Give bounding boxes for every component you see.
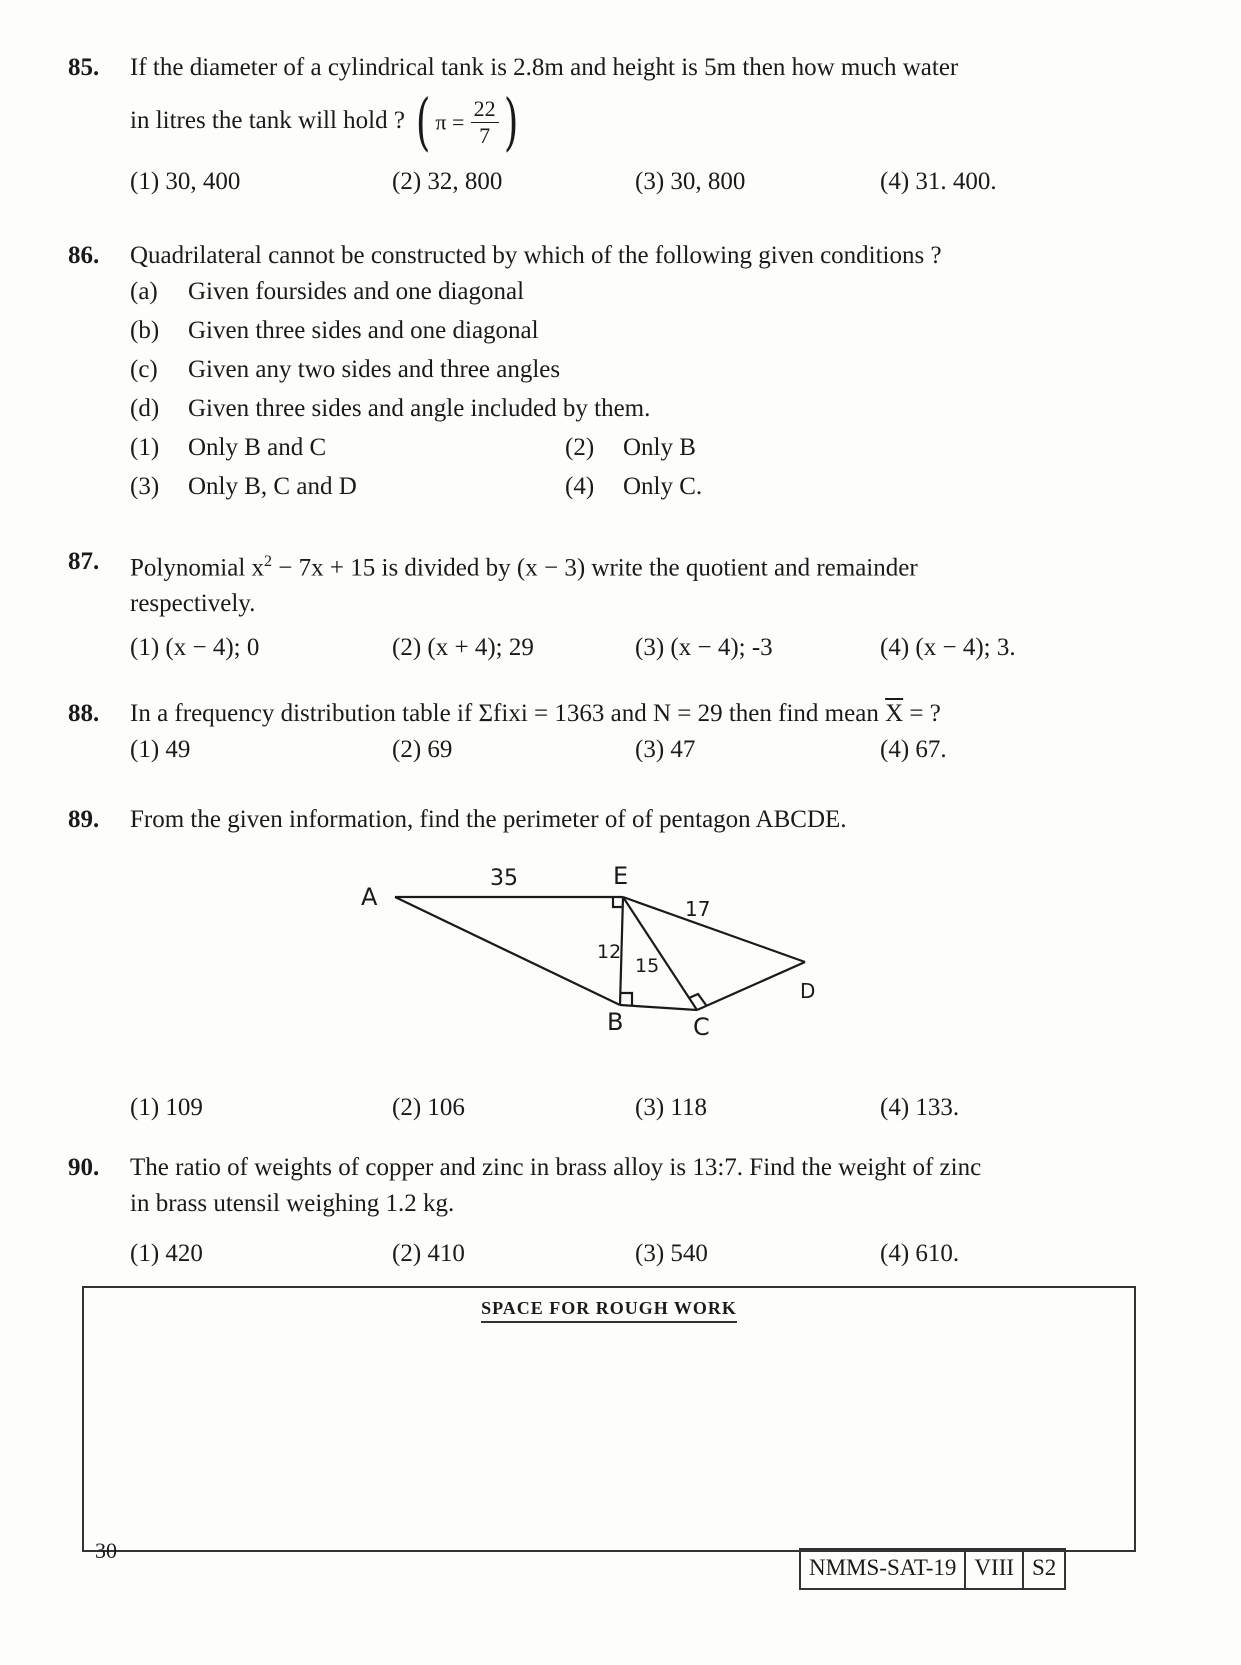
option-3: (3) 540: [635, 1240, 708, 1267]
paper-code-exam: NMMS-SAT-19: [801, 1550, 966, 1588]
paper-code-set: S2: [1032, 1555, 1057, 1580]
vertex-label-d: D: [800, 979, 816, 1003]
option-4: (4) 67.: [880, 736, 947, 763]
option-1: (1) (x − 4); 0: [130, 634, 260, 662]
option-3: (3) 118: [635, 1094, 707, 1121]
option-4: (4) 133.: [880, 1094, 960, 1121]
rough-work-title-text: SPACE FOR ROUGH WORK: [481, 1298, 737, 1323]
condition-c: [130, 352, 1138, 391]
question-text: Quadrilateral cannot be constructed by which of the following given conditions ?: [130, 242, 942, 269]
condition-a: [130, 274, 1138, 313]
options-row-2: [130, 469, 1138, 508]
question-86: [68, 238, 1138, 508]
paper-code: [799, 1548, 1066, 1590]
question-text-part: in litres the tank will hold ?: [130, 107, 405, 134]
paren-right: ): [503, 85, 519, 159]
conditions-list: [130, 274, 1138, 508]
page-number: 30: [95, 1538, 117, 1563]
option-4: (4) 31. 400.: [880, 168, 997, 195]
fraction-numerator: 22: [471, 96, 499, 123]
option-1-label: (1): [130, 434, 160, 461]
option-2: (2) 69: [392, 736, 453, 763]
length-label-ed: 17: [685, 897, 711, 921]
question-88: [68, 696, 1138, 772]
pentagon-figure: [361, 862, 816, 1050]
paper-code-class: VIII: [966, 1550, 1024, 1588]
question-text-line2: in brass utensil weighing 1.2 kg.: [130, 1190, 455, 1217]
vertex-label-a: A: [361, 883, 378, 911]
options: [130, 1090, 1138, 1130]
side-ab: [395, 897, 620, 1005]
rough-work-box: [82, 1286, 1136, 1552]
question-text: If the diameter of a cylindrical tank is 2.8m and height is 5m then how much water: [130, 54, 959, 81]
option-4-label: (4): [565, 473, 595, 500]
question-text-line2: [130, 85, 1138, 159]
right-angle-e: [613, 897, 623, 907]
option-1: (1) 420: [130, 1240, 203, 1267]
option-2-text: Only B: [623, 434, 696, 461]
question-85: [68, 50, 1138, 204]
vertex-label-e: E: [613, 862, 629, 890]
question-text: The ratio of weights of copper and zinc in brass alloy is 13:7. Find the weight of zinc: [130, 1154, 982, 1181]
options: [130, 1236, 1138, 1276]
condition-label: (c): [130, 356, 158, 383]
rough-work-title: [84, 1298, 1134, 1319]
option-1: (1) 49: [130, 736, 191, 763]
question-text: From the given information, find the perimeter of of pentagon ABCDE.: [130, 806, 847, 833]
condition-text: Given three sides and one diagonal: [188, 317, 539, 344]
question-number: 85.: [68, 54, 100, 81]
pi-label: π =: [435, 109, 465, 135]
question-text: [130, 544, 1138, 586]
option-3: (3) 30, 800: [635, 168, 746, 195]
side-ed: [623, 897, 805, 962]
length-label-ec: 15: [635, 955, 660, 977]
options: [130, 630, 1138, 670]
question-text: [130, 696, 1138, 732]
option-3: (3) (x − 4); -3: [635, 634, 773, 662]
fraction-denominator: 7: [479, 122, 491, 148]
option-3: (3) 47: [635, 736, 696, 763]
length-label-eb: 12: [597, 941, 622, 963]
question-text-part: In a frequency distribution table if Σfixi = 1363 and N = 29 then find mean: [130, 700, 879, 727]
question-text-part: = ?: [903, 700, 941, 727]
option-4: (4) (x − 4); 3.: [880, 634, 1016, 662]
question-number: 87.: [68, 548, 100, 575]
option-1-text: Only B and C: [188, 434, 327, 461]
options: [130, 732, 1138, 772]
length-label-ae: 35: [490, 866, 518, 891]
question-text-part: − 7x + 15 is divided by (x − 3) write the quotient and remainder: [272, 554, 918, 582]
vertex-label-b: B: [607, 1008, 624, 1036]
option-2: (2) (x + 4); 29: [392, 634, 534, 662]
option-3-text: Only B, C and D: [188, 473, 357, 500]
options: [130, 164, 1138, 204]
condition-d: [130, 391, 1138, 430]
pi-fraction: [471, 96, 499, 149]
option-2: (2) 410: [392, 1240, 465, 1267]
condition-label: (d): [130, 395, 160, 422]
option-1: (1) 30, 400: [130, 168, 241, 195]
option-2: (2) 106: [392, 1094, 465, 1121]
question-87: [68, 544, 1138, 670]
condition-text: Given any two sides and three angles: [188, 356, 561, 383]
condition-text: Given foursides and one diagonal: [188, 278, 525, 305]
question-text-line2: respectively.: [130, 590, 256, 618]
question-text-part: Polynomial x: [130, 554, 265, 582]
option-3-label: (3): [130, 473, 160, 500]
question-number: 88.: [68, 700, 100, 727]
vertex-label-c: C: [693, 1013, 710, 1041]
option-4: (4) 610.: [880, 1240, 960, 1267]
question-number: 86.: [68, 242, 100, 269]
question-90: [68, 1150, 1138, 1276]
option-2-label: (2): [565, 434, 595, 461]
option-4-text: Only C.: [623, 473, 703, 500]
side-cd: [697, 962, 805, 1010]
condition-text: Given three sides and angle included by them.: [188, 395, 651, 422]
exponent: 2: [264, 553, 273, 570]
condition-b: [130, 313, 1138, 352]
condition-label: (a): [130, 278, 158, 305]
question-89-options: [68, 1090, 1138, 1130]
option-2: (2) 32, 800: [392, 168, 503, 195]
question-number: 89.: [68, 806, 100, 833]
options-row-1: [130, 430, 1138, 469]
option-1: (1) 109: [130, 1094, 203, 1121]
mean-symbol: $\overline{X}$: [885, 700, 904, 727]
condition-label: (b): [130, 317, 160, 344]
question-89: [68, 802, 1138, 838]
question-number: 90.: [68, 1154, 100, 1181]
paren-left: (: [416, 85, 431, 159]
